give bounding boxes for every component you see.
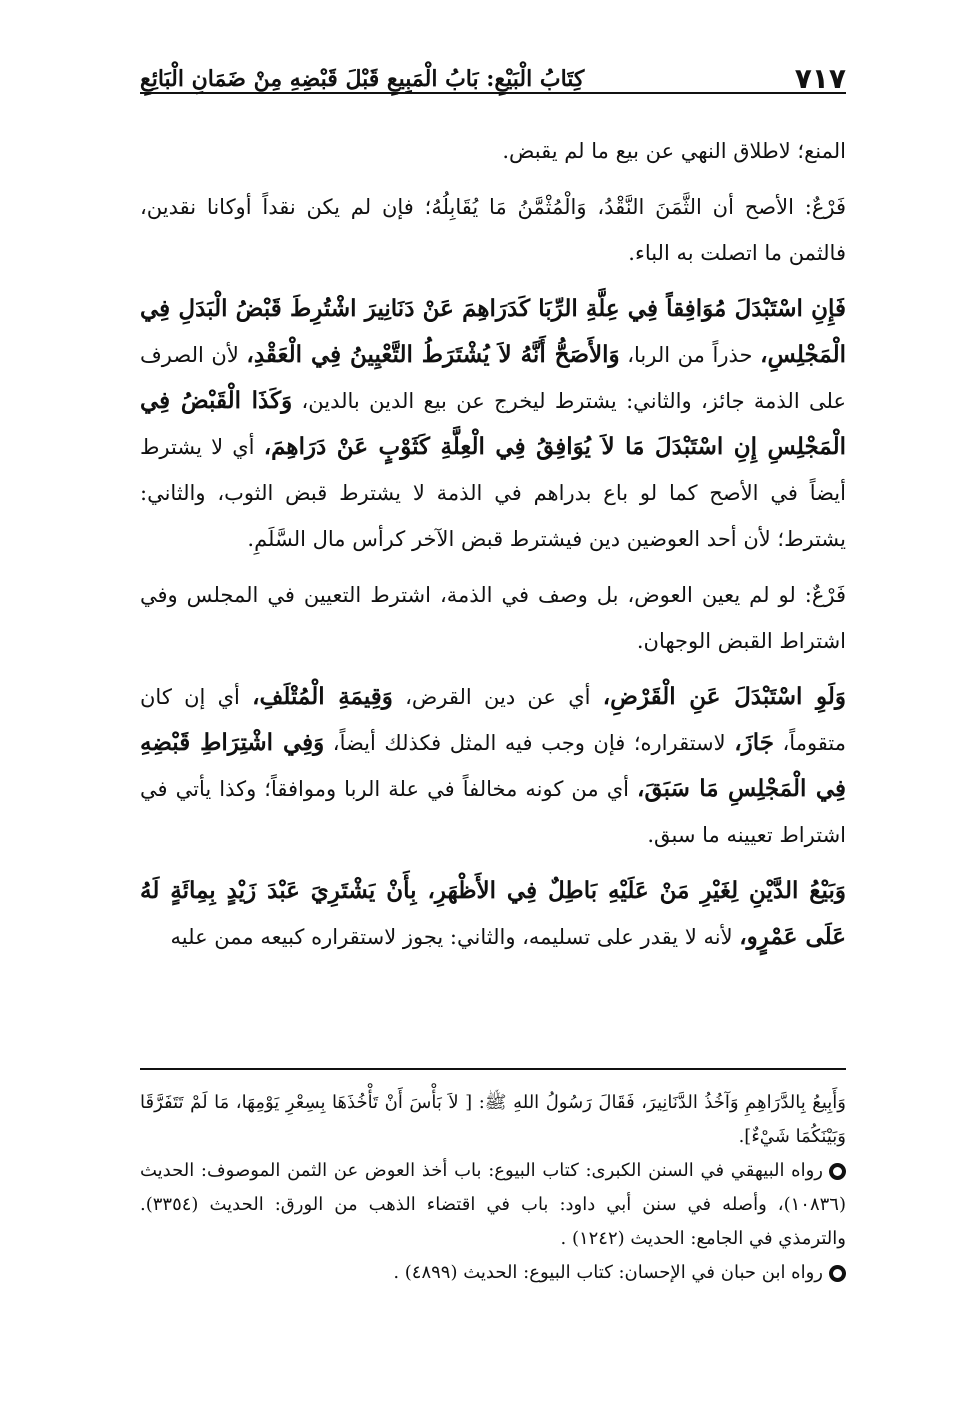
footnote-1-text: رواه البيهقي في السنن الكبرى: كتاب البيوع: باب أخذ العوض عن الثمن الموصوف: الحديث (١٠٨٣٦)، وأصله في سنن أبي داود: باب في اقتضاء الذهب من الورق: الحديث (٣٣٥٤). والترمذي في الجامع: الحديث (١٢٤٢) . (140, 1160, 846, 1249)
sharh-text: أي من كونه مخالفاً في علة الربا وموافقاً؛ وكذا يأتي في اشتراط تعيينه ما سبق. (140, 777, 846, 847)
matn-text: وَبَيْعُ الدَّيْنِ لِغَيْرِ مَنْ عَلَيْهِ بَاطِلٌ فِي الأَظْهَرِ، بِأَنْ يَشْتَرِيَ عَبْدَ زَيْدٍ بِمِائَةٍ لَهُ عَلَى عَمْرٍو، (140, 877, 846, 950)
footnote-separator (140, 1068, 846, 1070)
sharh-text: لاستقراره؛ فإن وجب فيه المثل فكذلك أيضاً، (324, 731, 735, 755)
paragraph-6 (140, 868, 846, 960)
paragraph-4-far: فَرْعٌ: لو لم يعين العوض، بل وصف في الذمة، اشترط التعيين في المجلس وفي اشتراط القبض الوجهان. (140, 583, 846, 653)
footnote-1 (140, 1154, 846, 1256)
page-number: ٧١٧ (794, 62, 846, 95)
matn-text: وَقِيمَةِ الْمُتْلَفِ، (252, 683, 393, 710)
sharh-text: أي لا يشترط أيضاً في الأصح كما لو باع بدراهم في الذمة لا يشترط قبض الثوب، والثاني: يشترط؛ لأن أحد العوضين دين فيشترط قبض الآخر كرأس مال السَّلَمِ. (140, 435, 846, 551)
matn-text: وَكَذَا الْقَبْضُ فِي الْمَجْلِسِ إِنِ اسْتَبْدَلَ مَا لاَ يُوَافِقُ فِي الْعِلَّةِ كَثَوْبٍ عَنْ دَرَاهِمَ، (140, 387, 847, 460)
sharh-text: حذراً من الربا، (619, 343, 761, 367)
page-header (140, 62, 846, 102)
matn-text: وَالأَصَحُّ أَنَّهُ لاَ يُشْتَرَطُ التَّعْيِينُ فِي الْعَقْدِ، (246, 341, 620, 368)
matn-text: جَازَ، (734, 729, 774, 756)
sharh-text: أي عن دين القرض، (392, 685, 603, 709)
paragraph-3 (140, 286, 846, 562)
footnote-marker-icon (829, 1265, 846, 1282)
matn-text: وَفِي اشْتِرَاطِ قَبْضِهِ فِي الْمَجْلِسِ مَا سَبَقَ، (140, 729, 846, 802)
paragraph-2-far: فَرْعٌ: الأصح أن الثَّمَنَ النَّقْدُ، وَالْمُثْمَّنُ مَا يُقَابِلُهُ؛ فإن لم يكن نقداً أوكانا نقدين، فالثمن ما اتصلت به الباء. (140, 195, 846, 265)
footnote-continuation: وَأَبِيعُ بِالدَّرَاهِمِ وَآخُذُ الدَّنَانِيرَ، فَقَالَ رَسُولُ اللهِ ﷺ: [ لاَ بَأْسَ أَنْ تَأْخُذَهَا بِسِعْرِ يَوْمِهَا، مَا لَمْ تَتَفَرَّقَا وَبَيْنَكُمَا شَيْءٌ]. (140, 1092, 846, 1147)
paragraph-5 (140, 674, 846, 858)
running-title: كِتَابُ الْبَيْعِ: بَابُ الْمَبِيعِ قَبْلَ قَبْضِهِ مِنْ ضَمَانِ الْبَائِعِ (140, 66, 585, 92)
footnote-2-text: رواه ابن حبان في الإحسان: كتاب البيوع: الحديث (٤٨٩٩) . (393, 1262, 823, 1283)
sharh-text: لأن الصرف على الذمة جائز، والثاني: يشترط ليخرج عن بيع الدين بالدين، (140, 343, 846, 413)
sharh-text: لأنه لا يقدر على تسليمه، والثاني: يجوز لاستقراره كبيعه ممن عليه (170, 925, 740, 949)
footnote-marker-icon (829, 1163, 846, 1180)
matn-text: وَلَوِ اسْتَبْدَلَ عَنِ الْقَرْضِ، (602, 683, 847, 710)
header-rule (140, 92, 846, 94)
sharh-text: أي إن كان متقوماً، (140, 685, 846, 755)
main-text (140, 128, 846, 970)
footnotes (140, 1086, 846, 1290)
matn-text: فَإِنِ اسْتَبْدَلَ مُوَافِقاً فِي عِلَّةِ الرِّبَا كَدَرَاهِمَ عَنْ دَنَانِيرَ اشْتُرِطَ قَبْضُ الْبَدَلِ فِي الْمَجْلِسِ، (140, 295, 846, 368)
paragraph-1: المنع؛ لاطلاق النهي عن بيع ما لم يقبض. (502, 139, 846, 163)
footnote-2 (140, 1256, 846, 1290)
